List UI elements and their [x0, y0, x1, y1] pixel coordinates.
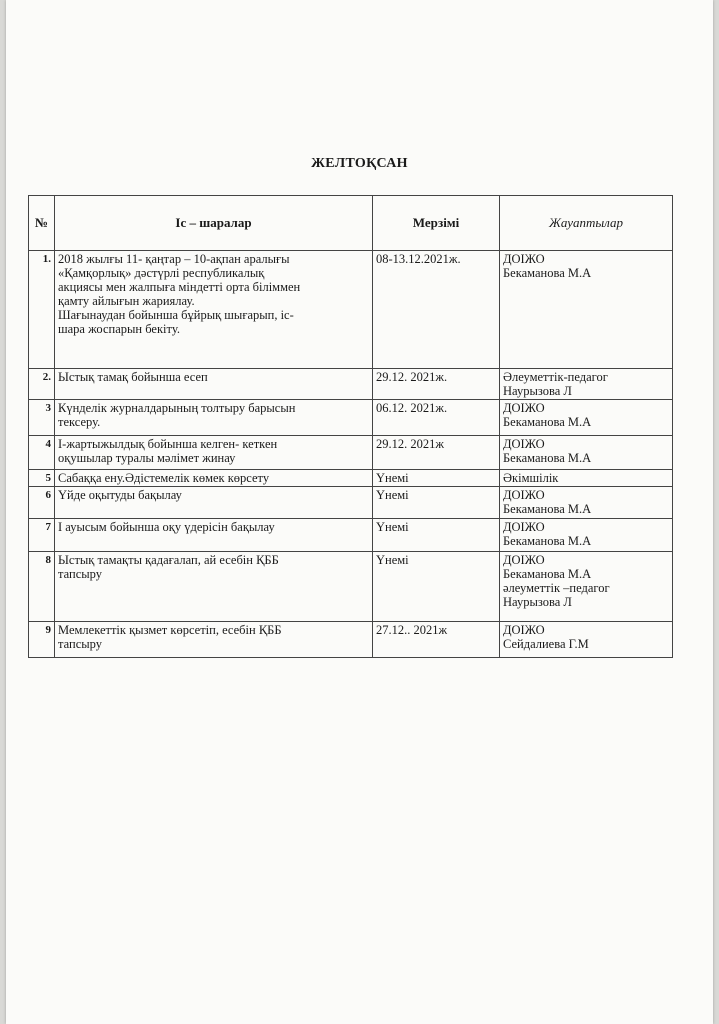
row-date: Үнемі: [373, 552, 500, 622]
responsible-line: ДОІЖО: [503, 520, 545, 534]
table-row: [29, 436, 673, 470]
responsible-line: ДОІЖО: [503, 437, 545, 451]
table-row: [29, 251, 673, 369]
row-number: 4: [29, 436, 55, 470]
event-line: Күнделік журналдарының толтыру барысын: [58, 401, 296, 415]
event-line: Үйде оқытуды бақылау: [58, 488, 182, 502]
event-line: Ыстық тамақ бойынша есеп: [58, 370, 208, 384]
row-date: Үнемі: [373, 487, 500, 519]
header-num: №: [29, 196, 55, 251]
row-number: 5: [29, 470, 55, 487]
event-line: Мемлекеттік қызмет көрсетіп, есебін ҚББ: [58, 623, 282, 637]
event-line: қамту айлығын жариялау.: [58, 294, 195, 308]
responsible-line: әлеуметтік –педагог: [503, 581, 610, 595]
event-line: акциясы мен жалпыға міндетті орта біліммен: [58, 280, 301, 294]
responsible-line: Әлеуметтік-педагог: [503, 370, 608, 384]
row-responsible: [500, 436, 673, 470]
row-responsible: [500, 470, 673, 487]
row-date: 29.12. 2021ж: [373, 436, 500, 470]
event-line: «Қамқорлық» дәстүрлі республикалық: [58, 266, 265, 280]
row-event: [55, 552, 373, 622]
row-responsible: [500, 251, 673, 369]
responsible-line: Бекаманова М.А: [503, 534, 592, 548]
row-responsible: [500, 487, 673, 519]
row-responsible: [500, 400, 673, 436]
row-number: 6: [29, 487, 55, 519]
row-responsible: [500, 622, 673, 658]
event-line: шара жоспарын бекіту.: [58, 322, 180, 336]
row-number: 1.: [29, 251, 55, 369]
responsible-line: ДОІЖО: [503, 401, 545, 415]
table-row: [29, 519, 673, 552]
responsible-line: Бекаманова М.А: [503, 415, 592, 429]
event-line: Ыстық тамақты қадағалап, ай есебін ҚББ: [58, 553, 279, 567]
page-title: ЖЕЛТОҚСАН: [311, 156, 408, 171]
event-line: оқушылар туралы мәлімет жинау: [58, 451, 236, 465]
plan-table: [28, 195, 673, 658]
header-responsible: Жауаптылар: [500, 196, 673, 251]
row-event: [55, 251, 373, 369]
row-responsible: [500, 552, 673, 622]
row-responsible: [500, 519, 673, 552]
header-date: Мерзімі: [373, 196, 500, 251]
responsible-line: Сейдалиева Г.М: [503, 637, 589, 651]
event-line: І ауысым бойынша оқу үдерісін бақылау: [58, 520, 275, 534]
table-row: [29, 622, 673, 658]
event-line: тапсыру: [58, 567, 102, 581]
responsible-line: ДОІЖО: [503, 553, 545, 567]
row-date: 27.12.. 2021ж: [373, 622, 500, 658]
row-date: 06.12. 2021ж.: [373, 400, 500, 436]
responsible-line: Бекаманова М.А: [503, 451, 592, 465]
table-row: [29, 369, 673, 400]
responsible-line: Наурызова Л: [503, 595, 572, 609]
event-line: Шағынаудан бойынша бұйрық шығарып, іс-: [58, 308, 294, 322]
table-row: [29, 552, 673, 622]
table-row: [29, 487, 673, 519]
row-date: Үнемі: [373, 519, 500, 552]
responsible-line: Бекаманова М.А: [503, 266, 592, 280]
responsible-line: Әкімшілік: [503, 471, 559, 485]
responsible-line: ДОІЖО: [503, 252, 545, 266]
row-number: 3: [29, 400, 55, 436]
row-event: [55, 470, 373, 487]
row-event: [55, 519, 373, 552]
row-event: [55, 400, 373, 436]
responsible-line: Наурызова Л: [503, 384, 572, 398]
row-date: 29.12. 2021ж.: [373, 369, 500, 400]
row-event: [55, 622, 373, 658]
row-number: 2.: [29, 369, 55, 400]
responsible-line: Бекаманова М.А: [503, 502, 592, 516]
table-row: [29, 470, 673, 487]
row-event: [55, 369, 373, 400]
responsible-line: ДОІЖО: [503, 623, 545, 637]
row-number: 8: [29, 552, 55, 622]
row-date: Үнемі: [373, 470, 500, 487]
table-header-row: [29, 196, 673, 251]
row-number: 7: [29, 519, 55, 552]
event-line: І-жартыжылдық бойынша келген- кеткен: [58, 437, 278, 451]
responsible-line: Бекаманова М.А: [503, 567, 592, 581]
responsible-line: ДОІЖО: [503, 488, 545, 502]
row-date: 08-13.12.2021ж.: [373, 251, 500, 369]
event-line: тексеру.: [58, 415, 101, 429]
event-line: 2018 жылғы 11- қаңтар – 10-ақпан аралығы: [58, 252, 290, 266]
row-event: [55, 436, 373, 470]
row-responsible: [500, 369, 673, 400]
header-event: Іс – шаралар: [55, 196, 373, 251]
table-row: [29, 400, 673, 436]
event-line: Сабаққа ену.Әдістемелік көмек көрсету: [58, 471, 270, 485]
table-body: [29, 251, 673, 658]
row-event: [55, 487, 373, 519]
event-line: тапсыру: [58, 637, 102, 651]
row-number: 9: [29, 622, 55, 658]
